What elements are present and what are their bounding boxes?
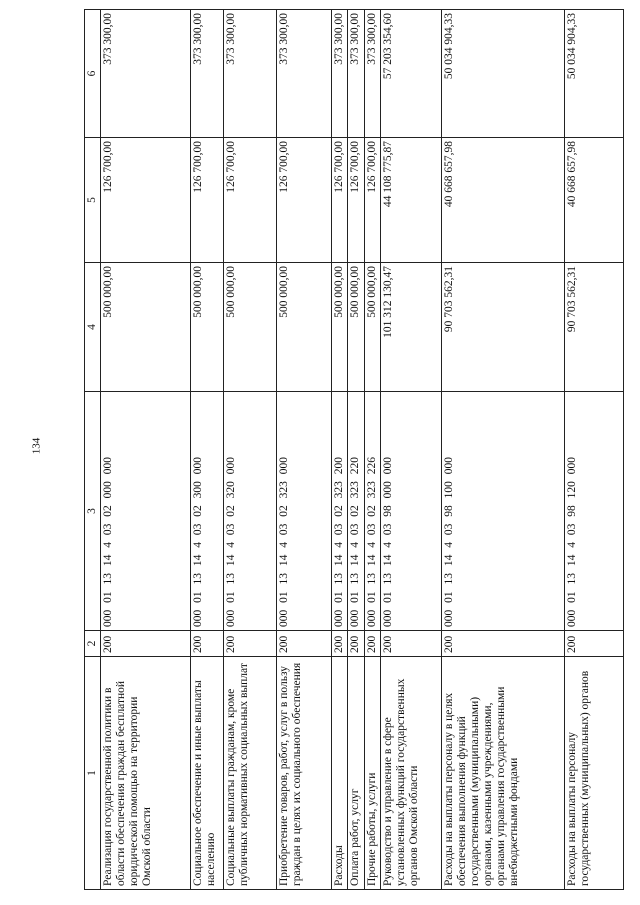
- row-admin-code: 200: [276, 631, 331, 657]
- budget-table: [84, 9, 624, 890]
- col-header-4: 4: [85, 263, 101, 392]
- row-value-5: 126 700,00: [276, 138, 331, 263]
- row-value-4: 500 000,00: [101, 263, 191, 392]
- table-row: [348, 10, 364, 890]
- row-admin-code: 200: [364, 631, 380, 657]
- row-budget-code: 000 01 13 14 4 03 98 100 000: [442, 392, 565, 631]
- row-value-5: 40 668 657,98: [564, 138, 623, 263]
- row-name: Социальные выплаты гражданам, кроме публичных нормативных социальных выплат: [223, 657, 276, 890]
- row-name: Прочие работы, услуги: [364, 657, 380, 890]
- row-value-4: 500 000,00: [190, 263, 223, 392]
- row-admin-code: 200: [223, 631, 276, 657]
- row-value-4: 90 703 562,31: [442, 263, 565, 392]
- col-header-1: 1: [85, 657, 101, 890]
- row-budget-code: 000 01 13 14 4 03 02 323 220: [348, 392, 364, 631]
- row-admin-code: 200: [348, 631, 364, 657]
- row-name: Расходы на выплаты персоналу государственных (муниципальных) органов: [564, 657, 623, 890]
- table-row: [364, 10, 380, 890]
- row-value-5: 126 700,00: [223, 138, 276, 263]
- table-row: [101, 10, 191, 890]
- row-value-5: 126 700,00: [348, 138, 364, 263]
- row-name: Расходы на выплаты персоналу в целях обеспечения выполнения функций государственными (муниципальными) органами, казенными учреждениями, органами управления государственными внебюджетными фондами: [442, 657, 565, 890]
- row-name: Приобретение товаров, работ, услуг в пользу граждан в целях их социального обеспечения: [276, 657, 331, 890]
- row-budget-code: 000 01 13 14 4 03 02 323 200: [331, 392, 347, 631]
- row-value-4: 101 312 130,47: [380, 263, 441, 392]
- row-admin-code: 200: [564, 631, 623, 657]
- row-value-6: 57 203 354,60: [380, 10, 441, 138]
- row-value-6: 50 034 904,33: [564, 10, 623, 138]
- row-value-6: 373 300,00: [101, 10, 191, 138]
- row-budget-code: 000 01 13 14 4 03 02 000 000: [101, 392, 191, 631]
- row-name: Расходы: [331, 657, 347, 890]
- row-value-4: 500 000,00: [331, 263, 347, 392]
- row-admin-code: 200: [190, 631, 223, 657]
- row-value-5: 126 700,00: [101, 138, 191, 263]
- row-value-6: 373 300,00: [348, 10, 364, 138]
- row-value-6: 373 300,00: [223, 10, 276, 138]
- row-budget-code: 000 01 13 14 4 03 02 320 000: [223, 392, 276, 631]
- col-header-6: 6: [85, 10, 101, 138]
- row-value-5: 44 108 775,87: [380, 138, 441, 263]
- row-name: Реализация государственной политики в области обеспечения граждан бесплатной юридической помощью на территории Омской области: [101, 657, 191, 890]
- row-budget-code: 000 01 13 14 4 03 02 300 000: [190, 392, 223, 631]
- row-value-5: 126 700,00: [190, 138, 223, 263]
- table-row: [223, 10, 276, 890]
- table-row: [331, 10, 347, 890]
- row-name: Социальное обеспечение и иные выплаты населению: [190, 657, 223, 890]
- table-row: [190, 10, 223, 890]
- row-budget-code: 000 01 13 14 4 03 98 120 000: [564, 392, 623, 631]
- row-value-4: 500 000,00: [223, 263, 276, 392]
- row-budget-code: 000 01 13 14 4 03 02 323 000: [276, 392, 331, 631]
- row-admin-code: 200: [442, 631, 565, 657]
- table-row: [380, 10, 441, 890]
- col-header-5: 5: [85, 138, 101, 263]
- row-admin-code: 200: [331, 631, 347, 657]
- row-value-6: 373 300,00: [331, 10, 347, 138]
- row-budget-code: 000 01 13 14 4 03 02 323 226: [364, 392, 380, 631]
- row-value-5: 40 668 657,98: [442, 138, 565, 263]
- row-budget-code: 000 01 13 14 4 03 98 000 000: [380, 392, 441, 631]
- table-row: [442, 10, 565, 890]
- header-row: [85, 10, 101, 890]
- table-row: [276, 10, 331, 890]
- col-header-3: 3: [85, 392, 101, 631]
- row-value-5: 126 700,00: [331, 138, 347, 263]
- row-admin-code: 200: [101, 631, 191, 657]
- col-header-2: 2: [85, 631, 101, 657]
- row-value-4: 500 000,00: [364, 263, 380, 392]
- row-value-6: 50 034 904,33: [442, 10, 565, 138]
- row-value-4: 90 703 562,31: [564, 263, 623, 392]
- row-admin-code: 200: [380, 631, 441, 657]
- row-value-6: 373 300,00: [364, 10, 380, 138]
- rotated-budget-table-container: [84, 10, 624, 890]
- row-value-5: 126 700,00: [364, 138, 380, 263]
- row-value-4: 500 000,00: [348, 263, 364, 392]
- row-value-6: 373 300,00: [276, 10, 331, 138]
- row-name: Оплата работ, услуг: [348, 657, 364, 890]
- table-row: [564, 10, 623, 890]
- row-value-6: 373 300,00: [190, 10, 223, 138]
- page-number: 134: [30, 437, 43, 455]
- row-name: Руководство и управление в сфере установленных функций государственных органов Омской области: [380, 657, 441, 890]
- row-value-4: 500 000,00: [276, 263, 331, 392]
